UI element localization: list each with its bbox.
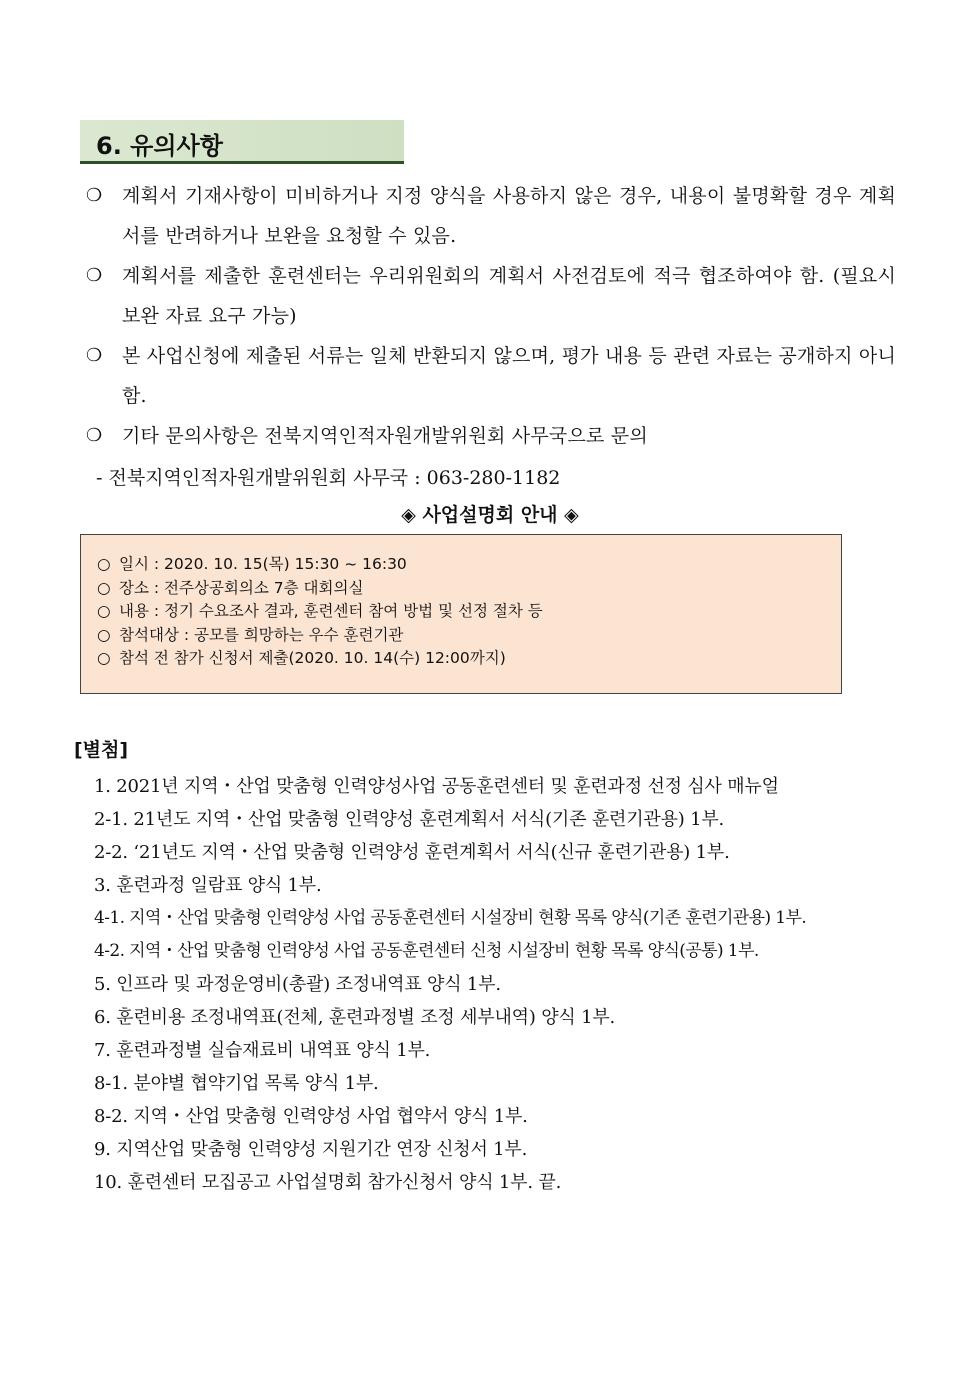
- briefing-item-text: 참석대상 : 공모를 희망하는 우수 훈련기관: [119, 625, 404, 644]
- notice-text: 계획서를 제출한 훈련센터는 우리위원회의 계획서 사전검토에 적극 협조하여야 함. (필요시 보완 자료 요구 가능): [122, 265, 896, 327]
- briefing-title: ◈ 사업설명회 안내 ◈: [401, 504, 579, 526]
- notice-text: 본 사업신청에 제출된 서류는 일체 반환되지 않으며, 평가 내용 등 관련 자료는 공개하지 아니함.: [122, 345, 896, 407]
- circle-bullet-icon: ❍: [86, 345, 103, 366]
- attachment-item: 2-1. 21년도 지역・산업 맞춤형 인력양성 훈련계획서 서식(기존 훈련기관용) 1부.: [94, 809, 725, 830]
- attachment-item: 6. 훈련비용 조정내역표(전체, 훈련과정별 조정 세부내역) 양식 1부.: [94, 1007, 616, 1028]
- contact-line: - 전북지역인적자원개발위원회 사무국 : 063-280-1182: [96, 467, 561, 489]
- circle-bullet-icon: ○: [97, 625, 111, 644]
- attachment-item: 1. 2021년 지역・산업 맞춤형 인력양성사업 공동훈련센터 및 훈련과정 선정 심사 매뉴얼: [94, 776, 779, 797]
- briefing-item: [97, 647, 841, 671]
- briefing-info-box: [80, 534, 842, 694]
- briefing-item: [97, 624, 841, 648]
- attachment-item: 3. 훈련과정 일람표 양식 1부.: [94, 875, 322, 896]
- circle-bullet-icon: ○: [97, 602, 111, 620]
- briefing-item: [97, 553, 841, 577]
- briefing-item-text: 내용 : 정기 수요조사 결과, 훈련센터 참여 방법 및 선정 절차 등: [119, 602, 543, 620]
- attachment-item: 9. 지역산업 맞춤형 인력양성 지원기간 연장 신청서 1부.: [94, 1139, 528, 1160]
- notice-item: [86, 176, 896, 256]
- attachment-item: 2-2. ‘21년도 지역・산업 맞춤형 인력양성 훈련계획서 서식(신규 훈련기관용) 1부.: [94, 842, 730, 863]
- briefing-item-text: 참석 전 참가 신청서 제출(2020. 10. 14(수) 12:00까지): [119, 649, 506, 667]
- attachment-item: 4-1. 지역・산업 맞춤형 인력양성 사업 공동훈련센터 시설장비 현황 목록 양식(기존 훈련기관용) 1부.: [94, 908, 807, 928]
- attachment-item: 8-2. 지역・산업 맞춤형 인력양성 사업 협약서 양식 1부.: [94, 1106, 528, 1127]
- notice-text: 계획서 기재사항이 미비하거나 지정 양식을 사용하지 않은 경우, 내용이 불명확할 경우 계획서를 반려하거나 보완을 요청할 수 있음.: [122, 185, 896, 247]
- attachment-item: 4-2. 지역・산업 맞춤형 인력양성 사업 공동훈련센터 신청 시설장비 현황 목록 양식(공통) 1부.: [94, 941, 759, 961]
- attachments-list: [94, 770, 914, 1199]
- attachment-item: 8-1. 분야별 협약기업 목록 양식 1부.: [94, 1073, 379, 1094]
- circle-bullet-icon: ❍: [86, 265, 103, 286]
- attachments-label: [별첨]: [74, 739, 129, 761]
- notice-item: [86, 256, 896, 336]
- circle-bullet-icon: ○: [97, 555, 111, 573]
- circle-bullet-icon: ❍: [86, 185, 103, 206]
- section-header: [80, 120, 404, 164]
- circle-bullet-icon: ❍: [86, 425, 103, 446]
- notice-item: [86, 336, 896, 416]
- notice-text: 기타 문의사항은 전북지역인적자원개발위원회 사무국으로 문의: [122, 425, 648, 447]
- attachment-item: 7. 훈련과정별 실습재료비 내역표 양식 1부.: [94, 1040, 431, 1061]
- attachment-item: 5. 인프라 및 과정운영비(총괄) 조정내역표 양식 1부.: [94, 974, 501, 995]
- briefing-item-text: 일시 : 2020. 10. 15(목) 15:30 ~ 16:30: [119, 555, 407, 573]
- circle-bullet-icon: ○: [97, 578, 111, 597]
- attachment-item: 10. 훈련센터 모집공고 사업설명회 참가신청서 양식 1부. 끝.: [94, 1172, 562, 1193]
- briefing-item-text: 장소 : 전주상공회의소 7층 대회의실: [119, 578, 364, 597]
- briefing-item: [97, 577, 841, 601]
- briefing-item: [97, 600, 841, 624]
- section-title: 6. 유의사항: [96, 132, 223, 160]
- circle-bullet-icon: ○: [97, 649, 111, 667]
- notice-item: [86, 416, 896, 456]
